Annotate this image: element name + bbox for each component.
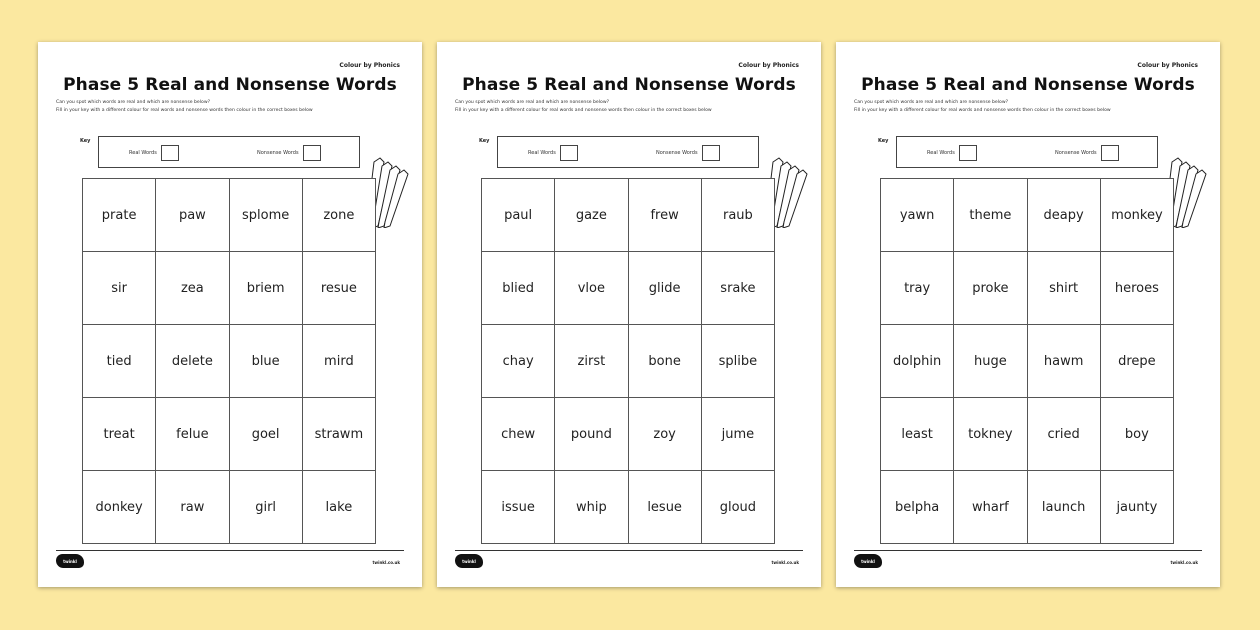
word-cell[interactable]: dolphin — [881, 325, 953, 397]
word-cell[interactable]: strawm — [303, 398, 375, 470]
word-cell[interactable]: resue — [303, 252, 375, 324]
twinkl-logo-icon: twinkl — [56, 554, 84, 568]
key-real-swatch[interactable] — [959, 145, 977, 161]
word-cell[interactable]: briem — [230, 252, 302, 324]
worksheet-page-3 — [836, 42, 1220, 587]
key-nonsense-words — [257, 145, 321, 161]
worksheet-page-1 — [38, 42, 422, 587]
word-cell[interactable]: wharf — [954, 471, 1026, 543]
key-real-swatch[interactable] — [161, 145, 179, 161]
word-cell[interactable]: donkey — [83, 471, 155, 543]
colour-key — [497, 136, 759, 168]
colour-key — [98, 136, 360, 168]
worksheet-category: Colour by Phonics — [1137, 62, 1198, 69]
word-cell[interactable]: shirt — [1028, 252, 1100, 324]
word-cell[interactable]: cried — [1028, 398, 1100, 470]
instruction-line-2: Fill in your key with a different colour for real words and nonsense words then colour in the correct boxes below — [455, 108, 712, 113]
word-grid — [82, 178, 376, 544]
key-nonsense-words — [656, 145, 720, 161]
word-cell[interactable]: paw — [156, 179, 228, 251]
word-cell[interactable]: gaze — [555, 179, 627, 251]
key-nonsense-swatch[interactable] — [1101, 145, 1119, 161]
instruction-line-2: Fill in your key with a different colour for real words and nonsense words then colour in the correct boxes below — [56, 108, 313, 113]
word-cell[interactable]: jaunty — [1101, 471, 1173, 543]
instruction-line-2: Fill in your key with a different colour for real words and nonsense words then colour in the correct boxes below — [854, 108, 1111, 113]
word-cell[interactable]: deapy — [1028, 179, 1100, 251]
footer-url: twinkl.co.uk — [372, 560, 400, 565]
word-cell[interactable]: splibe — [702, 325, 774, 397]
key-real-label: Real Words — [129, 150, 157, 156]
footer-url: twinkl.co.uk — [1170, 560, 1198, 565]
word-cell[interactable]: goel — [230, 398, 302, 470]
word-cell[interactable]: gloud — [702, 471, 774, 543]
word-cell[interactable]: tray — [881, 252, 953, 324]
key-label: Key — [80, 138, 91, 144]
key-real-words — [129, 145, 179, 161]
word-cell[interactable]: vloe — [555, 252, 627, 324]
word-cell[interactable]: lesue — [629, 471, 701, 543]
word-cell[interactable]: heroes — [1101, 252, 1173, 324]
word-cell[interactable]: blue — [230, 325, 302, 397]
word-grid — [880, 178, 1174, 544]
key-nonsense-label: Nonsense Words — [656, 150, 698, 156]
word-cell[interactable]: prate — [83, 179, 155, 251]
worksheet-category: Colour by Phonics — [738, 62, 799, 69]
footer-divider — [56, 550, 404, 551]
key-real-words — [528, 145, 578, 161]
worksheet-page-2 — [437, 42, 821, 587]
footer-divider — [455, 550, 803, 551]
worksheet-title: Phase 5 Real and Nonsense Words — [63, 75, 397, 95]
word-cell[interactable]: blied — [482, 252, 554, 324]
word-cell[interactable]: zoy — [629, 398, 701, 470]
word-cell[interactable]: pound — [555, 398, 627, 470]
word-cell[interactable]: lake — [303, 471, 375, 543]
key-real-label: Real Words — [927, 150, 955, 156]
word-cell[interactable]: glide — [629, 252, 701, 324]
word-cell[interactable]: boy — [1101, 398, 1173, 470]
word-cell[interactable]: whip — [555, 471, 627, 543]
word-cell[interactable]: monkey — [1101, 179, 1173, 251]
key-real-swatch[interactable] — [560, 145, 578, 161]
key-nonsense-label: Nonsense Words — [257, 150, 299, 156]
word-cell[interactable]: sir — [83, 252, 155, 324]
word-cell[interactable]: chew — [482, 398, 554, 470]
worksheet-title: Phase 5 Real and Nonsense Words — [861, 75, 1195, 95]
word-cell[interactable]: paul — [482, 179, 554, 251]
key-nonsense-label: Nonsense Words — [1055, 150, 1097, 156]
word-cell[interactable]: zea — [156, 252, 228, 324]
word-cell[interactable]: huge — [954, 325, 1026, 397]
word-cell[interactable]: tokney — [954, 398, 1026, 470]
word-cell[interactable]: yawn — [881, 179, 953, 251]
word-cell[interactable]: issue — [482, 471, 554, 543]
word-cell[interactable]: felue — [156, 398, 228, 470]
word-cell[interactable]: raw — [156, 471, 228, 543]
word-cell[interactable]: jume — [702, 398, 774, 470]
word-grid — [481, 178, 775, 544]
word-cell[interactable]: mird — [303, 325, 375, 397]
key-nonsense-swatch[interactable] — [303, 145, 321, 161]
word-cell[interactable]: hawm — [1028, 325, 1100, 397]
word-cell[interactable]: belpha — [881, 471, 953, 543]
word-cell[interactable]: splome — [230, 179, 302, 251]
key-nonsense-swatch[interactable] — [702, 145, 720, 161]
word-cell[interactable]: delete — [156, 325, 228, 397]
footer-divider — [854, 550, 1202, 551]
twinkl-logo-icon: twinkl — [455, 554, 483, 568]
key-real-label: Real Words — [528, 150, 556, 156]
key-label: Key — [479, 138, 490, 144]
footer-url: twinkl.co.uk — [771, 560, 799, 565]
instruction-line-1: Can you spot which words are real and which are nonsense below? — [56, 100, 211, 105]
word-cell[interactable]: launch — [1028, 471, 1100, 543]
word-cell[interactable]: zirst — [555, 325, 627, 397]
word-cell[interactable]: raub — [702, 179, 774, 251]
word-cell[interactable]: drepe — [1101, 325, 1173, 397]
colour-key — [896, 136, 1158, 168]
worksheet-title: Phase 5 Real and Nonsense Words — [462, 75, 796, 95]
key-nonsense-words — [1055, 145, 1119, 161]
word-cell[interactable]: least — [881, 398, 953, 470]
word-cell[interactable]: theme — [954, 179, 1026, 251]
word-cell[interactable]: chay — [482, 325, 554, 397]
key-label: Key — [878, 138, 889, 144]
word-cell[interactable]: bone — [629, 325, 701, 397]
word-cell[interactable]: proke — [954, 252, 1026, 324]
word-cell[interactable]: treat — [83, 398, 155, 470]
instruction-line-1: Can you spot which words are real and which are nonsense below? — [455, 100, 610, 105]
word-cell[interactable]: girl — [230, 471, 302, 543]
instruction-line-1: Can you spot which words are real and which are nonsense below? — [854, 100, 1009, 105]
key-real-words — [927, 145, 977, 161]
word-cell[interactable]: frew — [629, 179, 701, 251]
worksheet-category: Colour by Phonics — [339, 62, 400, 69]
word-cell[interactable]: srake — [702, 252, 774, 324]
twinkl-logo-icon: twinkl — [854, 554, 882, 568]
word-cell[interactable]: zone — [303, 179, 375, 251]
word-cell[interactable]: tied — [83, 325, 155, 397]
